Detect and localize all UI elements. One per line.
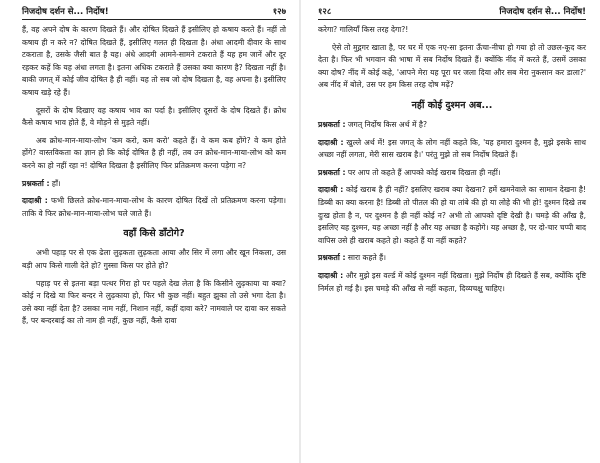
paragraph: पहाड़ पर से इतना बड़ा पत्थर गिरा हो पर पहले देख लेता है कि किसीने लुढ़काया या क्या? कोई न दिखे या फिर बन्दर ने लुढ़काया हो, फिर भी कुछ नहीं। बहुत झुका तो उसे भगा देता है। उसे क्या नहीं देता है? उसका नाम नहीं, निशान नहीं, कहीं दावा करे? नामवाले पर दावा कर सकते हैं, पर बन्दरबाई का तो नाम ही नहीं, कुछ नहीं, कैसे दावा: [22, 278, 286, 326]
dialogue-question: [318, 119, 586, 132]
paragraph: हैं, वह अपने दोष के कारण दिखते हैं। और दोषित दिखते हैं इसीलिए हो कषाय करते हैं। नहीं तो कषाय ही न करे न? दोषित दिखते हैं, इसीलिए गलत ही दिखता है। अंधा आदमी दीवार के साथ टकराता है, उसके जैसी बात है यह। अंधे आदमी आमने-सामने टकराते हैं यह हम जानें और दूर रहकर कहें कि यह अंधा लगता है। इतना अधिक टकराते हैं उसका क्या कारण है? दिखता नहीं है। बाकी जगत् में कोई जीव दोषित है ही नहीं। यह तो सब जो दोष दिखता है, वह अपना है। इसीलिए कषाय खड़े रहे हैं।: [22, 25, 286, 97]
dialogue-question: [318, 167, 586, 180]
speaker-label: दादाश्री :: [318, 137, 344, 147]
dialogue-answer: [318, 137, 586, 162]
page-number: १२७: [272, 7, 286, 17]
header-title: निजदोष दर्शन से... निर्दोष!: [499, 7, 586, 17]
running-header: [22, 6, 286, 20]
speaker-label: दादाश्री :: [22, 196, 48, 206]
dialogue-answer: [318, 184, 586, 247]
paragraph: अब क्रोध-मान-माया-लोभ 'कम करो, कम करो' कहते हैं। वे कम कब होंगे? वे कम होते होंगे? वास्तविकता का ज्ञान हो कि कोई दोषित है ही नहीं, तब उन क्रोध-मान-माया-लोभ को कम करने का हो नहीं रहा न! दोषित दिखता है इसीलिए फिर प्रतिक्रमण करना पड़ेगा न?: [22, 135, 286, 170]
paragraph: अभी पहाड़ पर से एक ढेला लुढ़कता लुढ़कता आया और सिर में लगा और खून निकला, उस बड़ी आप किसे गाली देते हो? गुस्सा किस पर होते हो?: [22, 248, 286, 270]
running-header: [318, 6, 586, 20]
dialogue-answer: [318, 270, 586, 295]
dialogue-text: पर आप तो कहते हैं आपको कोई खराब दिखता ही नहीं।: [347, 167, 501, 177]
speaker-label: दादाश्री :: [318, 185, 344, 195]
dialogue-text: कोई खराब है ही नहीं? इसलिए खराब क्या देखना? हमें खमनेवाले का सामान देखना है! डिब्बी का क्या करना है! डिब्बी तो पीतल की हो या तांबे की हो या लोहे की भी हो! दुश्मन दिखे तब दुःख होता है न, पर दुश्मन है ही नहीं कोई न? अभी तो आपको दृष्टि देखी है। चमड़े की आँख है, इसलिए यह दुश्मन, यह अच्छा नहीं है और यह अच्छा है कहोगे। यह अच्छा है, पर दो-चार चप्पी बाद वापिस उसे ही खराब कहते हो। कहते हैं या नहीं कहते?: [318, 185, 586, 245]
section-heading: वहाँ किसे डाँटोगे?: [123, 228, 185, 240]
dialogue-text: खुल्ले अर्थ में! इस जगत् के लोग नहीं कहते कि, 'यह हमारा दुश्मन है, मुझे इसके साथ अच्छा नहीं लगता, मेरी सास खराब है।' परंतु मुझे तो सब निर्दोष दिखते हैं।: [318, 137, 586, 160]
dialogue-text: फभी छिलते क्रोध-मान-माया-लोभ के कारण दोषित दिखें तो प्रतिक्रमण करना पड़ेगा। ताकि वे फिर क्रोध-मान-माया-लोभ चले जाते हैं।: [22, 196, 286, 218]
page-number: १२८: [318, 7, 332, 17]
speaker-label: प्रश्नकर्ता :: [318, 119, 346, 129]
section-heading: नहीं कोई दुश्मन अब...: [411, 99, 493, 111]
dialogue-text: जगत् निर्दोष किस अर्थ में है?: [347, 119, 427, 129]
dialogue-text: हाँ।: [51, 178, 61, 188]
dialogue-answer: [22, 195, 286, 220]
speaker-label: प्रश्नकर्ता :: [318, 167, 346, 177]
speaker-label: प्रश्नकर्ता :: [22, 178, 50, 188]
speaker-label: प्रश्नकर्ता :: [318, 253, 346, 263]
dialogue-text: और मुझे इस वर्ल्ड में कोई दुश्मन नहीं दिखता। मुझे निर्दोष ही दिखते हैं सब, क्योंकि दृष्टि निर्मल हो गई है। इस चमड़े की आँख से नहीं कहता, दिव्यचक्षु चाहिए।: [318, 270, 587, 293]
speaker-label: दादाश्री :: [318, 270, 344, 280]
dialogue-question: [318, 252, 586, 265]
dialogue-question: [22, 178, 286, 191]
dialogue-text: सारा कहते हैं।: [347, 253, 387, 263]
paragraph: दूसरों के दोष दिखाए वह कषाय भाव का पर्दा है। इसीलिए दूसरों के दोष दिखते हैं। क्रोध कैसे कषाय भाव होते हैं, वे मोड़ने से मुड़ते नहीं।: [22, 105, 286, 128]
paragraph: ऐसे तो मुद्गगर खाता है, पर घर में एक नए-सा इतना ऊँचा-नीचा हो गया हो तो उछल-कूद कर देता है। फिर भी भगवान की भाषा में सब निर्दोष दिखते हैं। क्योंकि नींद में करते हैं, उसमें उसका क्या दोष? नींद में कोई कहे, 'आपने मेरा यह पूरा घर जला दिया और सब मेरा नुकसान कर डाला?' अब नींद में बोले, उस पर हम किस तरह दोष मढ़ें?: [318, 42, 586, 90]
header-title: निजदोष दर्शन से... निर्दोष!: [22, 7, 109, 17]
paragraph: करेगा? गालियाँ किस तरह देगा?!: [318, 25, 409, 34]
right-page: [300, 0, 600, 463]
